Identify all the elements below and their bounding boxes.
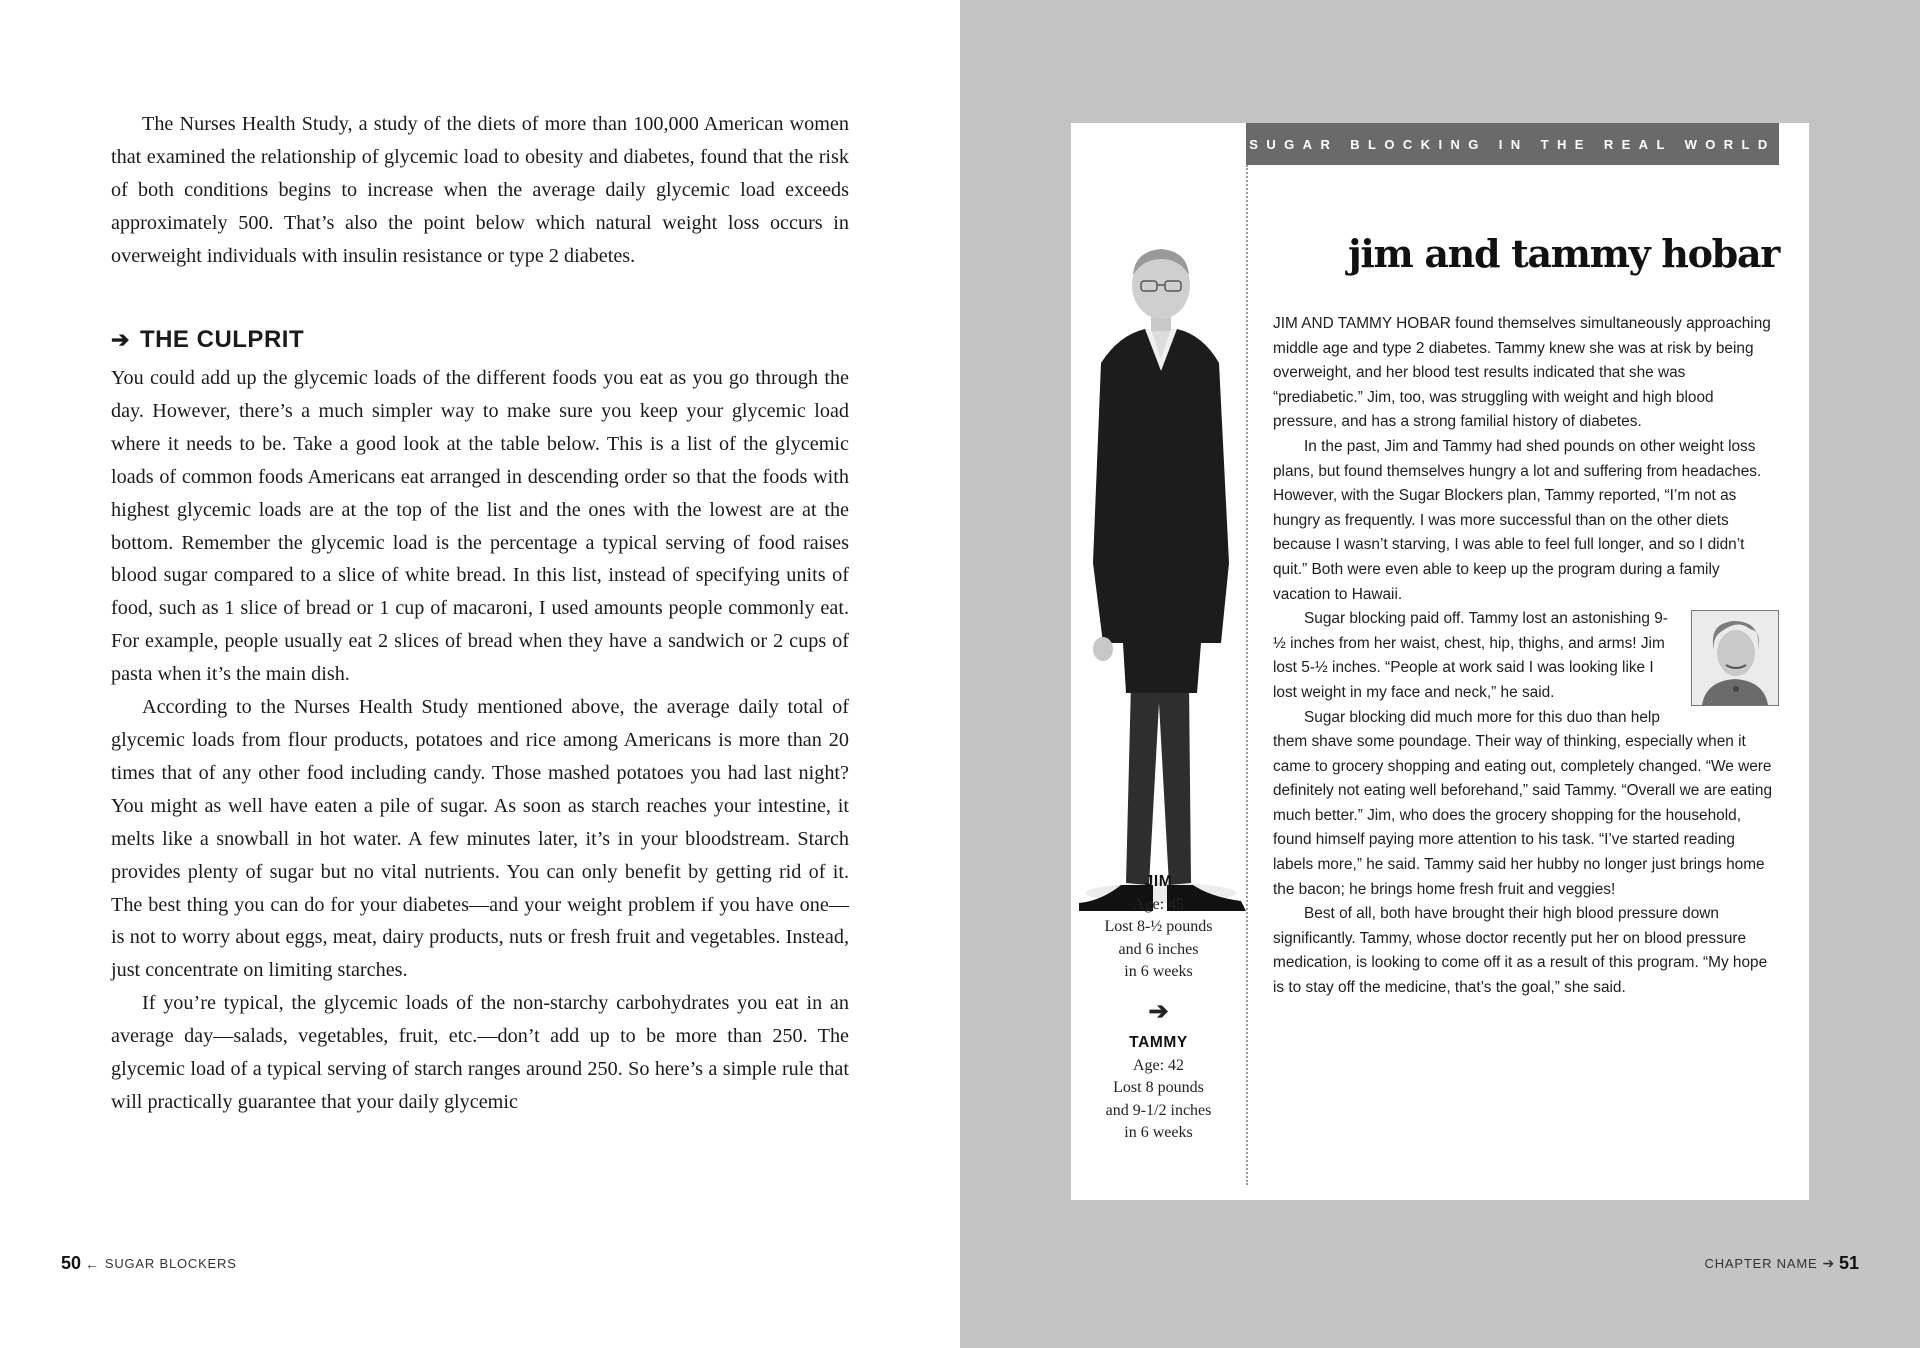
sidebar-box (1071, 123, 1809, 1200)
section-heading-text: THE CULPRIT (139, 326, 305, 353)
tammy-name: TAMMY (1129, 1034, 1188, 1051)
intro-paragraph (111, 108, 849, 273)
jim-stat: Lost 8-½ pounds (1104, 918, 1213, 935)
sidebar-paragraph: In the past, Jim and Tammy had shed pounds on other weight loss plans, but found themselves hungry a lot and suffering from headaches. However, with the Sugar Blockers plan, Tammy reported, “I’m not as hungry as frequently. I was more successful than on the other diets because I wasn’t starving, I was able to feel full longer, and so I didn’t quit.” Both were even able to keep up the program during a family vacation to Hawaii. (1273, 437, 1762, 603)
left-folio (61, 1253, 237, 1274)
sidebar-paragraph: Sugar blocking paid off. Tammy lost an astonishing 9-½ inches from her waist, chest, hip, thighs, and arms! Jim lost 5-½ inches. “People at work said I was looking like I lost weight in my face and neck,” he said. (1273, 610, 1668, 701)
jim-age: Age: 45 (1132, 895, 1185, 913)
dotted-divider (1246, 165, 1248, 1185)
jim-stat: in 6 weeks (1124, 963, 1193, 980)
jim-name: JIM (1144, 873, 1173, 890)
tammy-stat: Lost 8 pounds (1113, 1079, 1204, 1096)
jim-caption (1071, 871, 1246, 984)
body-paragraph: The Nurses Health Study, a study of the diets of more than 100,000 American women that examined the relationship of glycemic load to obesity and diabetes, found that the risk of both conditions begins to increase when the average daily glycemic load exceeds approximately 500. That’s also the point below which natural weight loss occurs in overweight individuals with insulin resistance or type 2 diabetes. (111, 113, 849, 267)
tammy-stat: and 9-1/2 inches (1105, 1101, 1212, 1119)
arrow-left-icon: ← (85, 1255, 100, 1272)
body-paragraph: According to the Nurses Health Study mentioned above, the average daily total of glycemic loads from flour products, potatoes and rice among Americans is more than 20 times that of any other food including candy. Those mashed potatoes you had last night? You might as well have eaten a pile of sugar. As soon as starch reaches your intestine, it melts like a snowball in hot water. A few minutes later, it’s in your bloodstream. Starch provides plenty of sugar but no vital nutrients. You can only benefit by getting rid of it. The best thing you can do for your diabetes—and your weight problem if you have one—is not to worry about eggs, meat, dairy products, nuts or fresh fruit and vegetables. Instead, just concentrate on limiting starches. (111, 696, 849, 982)
arrow-right-icon: ➔ (1822, 1255, 1835, 1271)
sidebar-paragraph: JIM AND TAMMY HOBAR found themselves simultaneously approaching middle age and type 2 diabetes. Tammy knew she was at risk by being overweight, and her blood test results indicated that she was “prediabetic.” Jim, too, was struggling with weight and high blood pressure, and has a strong familial history of diabetes. (1273, 315, 1771, 431)
right-folio (1705, 1253, 1859, 1274)
page-number: 51 (1838, 1253, 1859, 1273)
arrow-right-icon: ➔ (1148, 999, 1169, 1025)
section-heading (111, 326, 304, 354)
body-paragraph: If you’re typical, the glycemic loads of the non-starchy carbohydrates you eat in an average day—salads, vegetables, fruit, etc.—don’t add up to be more than 250. The glycemic load of a typical serving of starch ranges around 250. So here’s a simple rule that will practically guarantee that your daily glycemic (111, 992, 849, 1113)
sidebar-body (1273, 312, 1779, 1001)
arrow-right-icon: ➔ (111, 327, 130, 352)
tammy-photo (1691, 610, 1779, 706)
sidebar-banner: SUGAR BLOCKING IN THE REAL WORLD (1246, 123, 1779, 165)
tammy-stat: in 6 weeks (1124, 1124, 1193, 1141)
section-body (111, 362, 849, 1119)
jim-stat: and 6 inches (1118, 940, 1199, 958)
page-number: 50 (61, 1253, 82, 1273)
tammy-caption (1071, 1032, 1246, 1145)
jim-photo (1071, 203, 1246, 963)
body-paragraph: You could add up the glycemic loads of the different foods you eat as you go through the day. However, there’s a much simpler way to make sure you keep your glycemic load where it needs to be. Take a good look at the table below. This is a list of the glycemic loads of common foods Americans eat arranged in descending order so that the foods with highest glycemic loads are at the top of the list and the ones with the lowest are at the bottom. Remember the glycemic load is the percentage a typical serving of food raises blood sugar compared to a slice of white bread. In this list, instead of specifying units of food, such as 1 slice of bread or 1 cup of macaroni, I used amounts people commonly eat. For example, people usually eat 2 slices of bread when they have a sandwich or 2 cups of pasta when it’s the main dish. (111, 367, 849, 686)
running-header: CHAPTER NAME (1704, 1256, 1818, 1271)
tammy-age: Age: 42 (1132, 1056, 1185, 1074)
sidebar-title: jim and tammy hobar (1347, 231, 1779, 276)
running-header: SUGAR BLOCKERS (104, 1256, 237, 1271)
sidebar-paragraph: Best of all, both have brought their high blood pressure down significantly. Tammy, whose doctor recently put her on blood pressure medication, is looking to come off it as a result of this program. “My hope is to stay off the medicine, that’s the goal,” she said. (1273, 905, 1768, 997)
sidebar-paragraph: Sugar blocking did much more for this duo than help them shave some poundage. Their way of thinking, especially when it came to grocery shopping and eating out, completely changed. “We were definitely not eating well beforehand,” said Tammy. “Overall we are eating much better.” Jim, who does the grocery shopping for the household, found himself paying more attention to his task. “I’ve started reading labels more,” he said. Tammy said her hubby no longer just brings home the bacon; he brings home fresh fruit and veggies! (1273, 708, 1773, 898)
